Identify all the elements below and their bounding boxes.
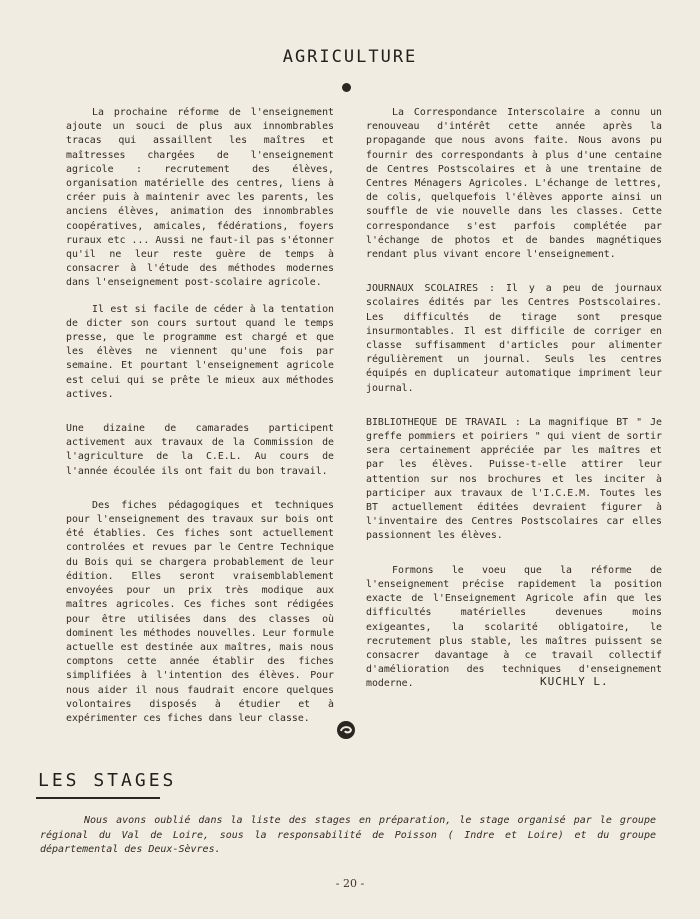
bullet-ornament [342,83,351,92]
paragraph-dicter: Il est si facile de céder à la tentation de dicter son cours surtout quand le temps presse, que le programme est chargé et que les élèves ne viennent qu'une fois par semaine. Et pourtant l'enseignement agricole est celui qui se prête le mieux aux méthodes actives. [66,303,334,400]
author-signature: KUCHLY L. [540,675,609,688]
bibliotheque-body: : La magnifique BT " Je greffe pommiers et poiriers " qui vient de sortir sera certainement appréciée par les maîtres et par les élèves. Puisse-t-elle attirer leur attention sur nos brochures et les inciter à participer aux travaux de l'I.C.E.M. Toutes les BT actuellement éditées devraient figurer à l'inventaire des Centres Postscolaires car elles passionnent les élèves. [366,416,662,542]
spiral-ornament-icon [336,720,356,744]
paragraph-voeu: Formons le voeu que la réforme de l'enseignement précise rapidement la position exacte de l'Enseignement Agricole afin que les difficultés matérielles devenues moins exigeantes, la scolarité obligatoire, le recrutement plus stable, les maîtres puissent se consacrer davantage à ce travail collectif d'amélioration des techniques d'enseignement moderne. [366,564,662,690]
paragraph-journaux [366,282,662,396]
journaux-body: : Il y a peu de journaux scolaires édités par les Centres Postscolaires. Les difficultés de tirage sont presque insurmontables. Il est difficile de corriger en classe suffisamment d'articles pour alimenter régulièrement un journal. Seuls les centres équipés en duplicateur automatique impriment leur journal. [366,283,662,394]
bibliotheque-heading: BIBLIOTHEQUE DE TRAVAIL [366,416,507,428]
stages-heading: LES STAGES [38,770,177,791]
page-title: AGRICULTURE [282,47,418,67]
paragraph-bibliotheque [366,416,662,544]
journaux-heading: JOURNAUX SCOLAIRES [366,283,479,295]
stages-paragraph: Nous avons oublié dans la liste des stages en préparation, le stage organisé par le groupe régional du Val de Loire, sous la responsabilité de Poisson ( Indre et Loire) et du groupe départemental des Deux-Sèvres. [40,815,656,855]
left-column [66,106,334,746]
stages-underline [36,797,160,799]
right-column [366,106,662,712]
paragraph-commission: Une dizaine de camarades participent activement aux travaux de la Commission de l'agriculture de la C.E.L. Au cours de l'année écoulée ils ont fait du bon travail. [66,423,334,477]
page-number: - 20 - [335,877,365,890]
paragraph-reforme: La prochaine réforme de l'enseignement ajoute un souci de plus aux innombrables tracas qui assaillent les maîtres et maîtresses chargées de l'enseignement agricole : recrutement des élèves, organisation matérielle des centres, liens à créer puis à maintenir avec les parents, les anciens élèves, animation des innombrables coopératives, amicales, fédérations, foyers ruraux etc ... Aussi ne faut-il pas s'étonner qu'il ne leur reste guère de temps à consacrer à l'étude des méthodes modernes dans l'enseignement post-scolaire agricole. [66,107,334,289]
paragraph-fiches: Des fiches pédagogiques et techniques pour l'enseignement des travaux sur bois ont été établies. Ces fiches sont actuellement controlées et revues par le Centre Technique du Bois qui se chargera probablement de leur édition. Elles seront vraisemblablement envoyées pour un prix très modique aux maîtres agricoles. Ces fiches sont rédigées pour être utilisées dans des classes où dominent les méthodes nouvelles. Leur formule actuelle est destinée aux maîtres, mais nous comptons cette année établir des fiches simplifiées à l'intention des élèves. Pour nous aider il nous faudrait encore quelques volontaires disposés à étudier et à expérimenter ces fiches dans leur classe. [66,499,334,724]
paragraph-correspondance: La Correspondance Interscolaire a connu un renouveau d'intérêt cette année après la propagande que nous avons faite. Nous avons pu fournir des correspondants à plus d'une centaine de Centres Postscolaires et à une trentaine de Centres Ménagers Agricoles. L'échange de lettres, de colis, quelquefois l'élèves apporte ainsi un souffle de vie nouvelle dans les classes. Cette correspondance s'est parfois complétée par l'échange de photos et de bandes magnétiques rendant plus vivant encore l'enseignement. [366,107,662,261]
